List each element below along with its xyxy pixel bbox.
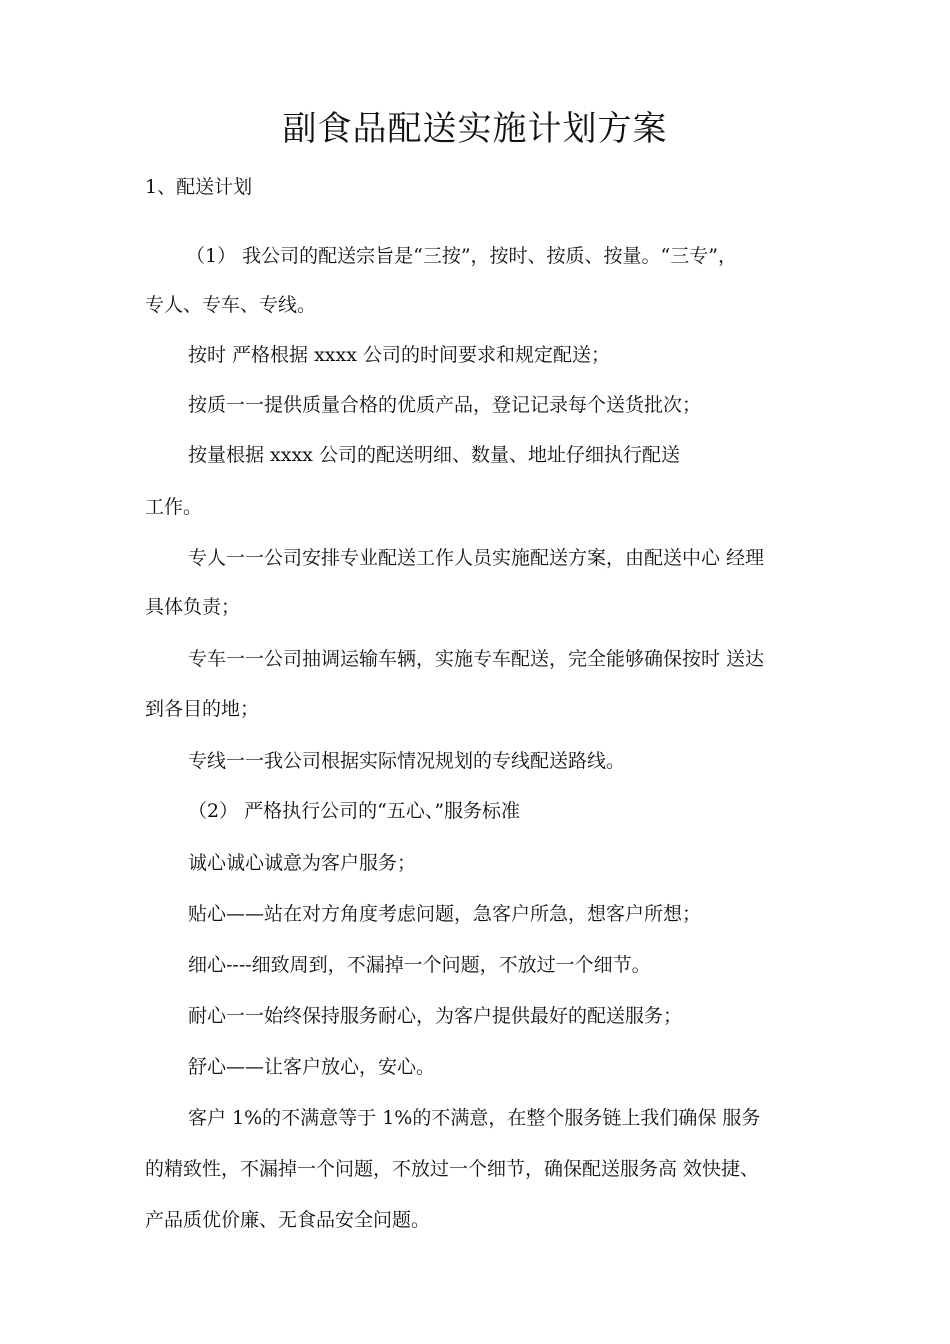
document-title: 副食品配送实施计划方案 bbox=[282, 109, 668, 149]
paragraph-line: 贴心——站在对方角度考虑问题，急客户所急，想客户所想； bbox=[188, 903, 702, 925]
paragraph-line: 专人一一公司安排专业配送工作人员实施配送方案，由配送中心 经理 bbox=[188, 547, 765, 569]
paragraph-line: 按时 严格根据 xxxx 公司的时间要求和规定配送； bbox=[188, 344, 610, 366]
paragraph-line: 舒心——让客户放心，安心。 bbox=[188, 1056, 436, 1078]
paragraph-line: 专车一一公司抽调运输车辆，实施专车配送，完全能够确保按时 送达 bbox=[188, 648, 765, 670]
paragraph-line: 专线一一我公司根据实际情况规划的专线配送路线。 bbox=[188, 750, 626, 772]
paragraph-line: 按质一一提供质量合格的优质产品，登记记录每个送货批次； bbox=[188, 394, 702, 416]
paragraph-line: 工作。 bbox=[145, 496, 203, 518]
paragraph-line: 产品质优价廉、无食品安全问题。 bbox=[145, 1209, 431, 1231]
paragraph-line: 到各目的地； bbox=[145, 698, 260, 720]
paragraph-line: 按量根据 xxxx 公司的配送明细、数量、地址仔细执行配送 bbox=[188, 444, 680, 466]
paragraph-line: 专人、专车、专线。 bbox=[145, 294, 317, 316]
paragraph-line: （1） 我公司的配送宗旨是“三按”，按时、按质、按量。“三专”， bbox=[186, 245, 737, 267]
paragraph-line: 客户 1%的不满意等于 1%的不满意，在整个服务链上我们确保 服务 bbox=[188, 1107, 761, 1129]
paragraph-line: 诚心诚心诚意为客户服务； bbox=[188, 852, 417, 874]
section-heading: 1、配送计划 bbox=[145, 176, 253, 198]
paragraph-line: 细心----细致周到，不漏掉一个问题，不放过一个细节。 bbox=[188, 954, 651, 976]
paragraph-line: 的精致性，不漏掉一个问题，不放过一个细节，确保配送服务高 效快捷、 bbox=[145, 1158, 760, 1180]
paragraph-line: （2） 严格执行公司的“五心、”服务标准 bbox=[188, 800, 521, 822]
paragraph-line: 耐心一一始终保持服务耐心，为客户提供最好的配送服务； bbox=[188, 1005, 683, 1027]
paragraph-line: 具体负责； bbox=[145, 596, 241, 618]
